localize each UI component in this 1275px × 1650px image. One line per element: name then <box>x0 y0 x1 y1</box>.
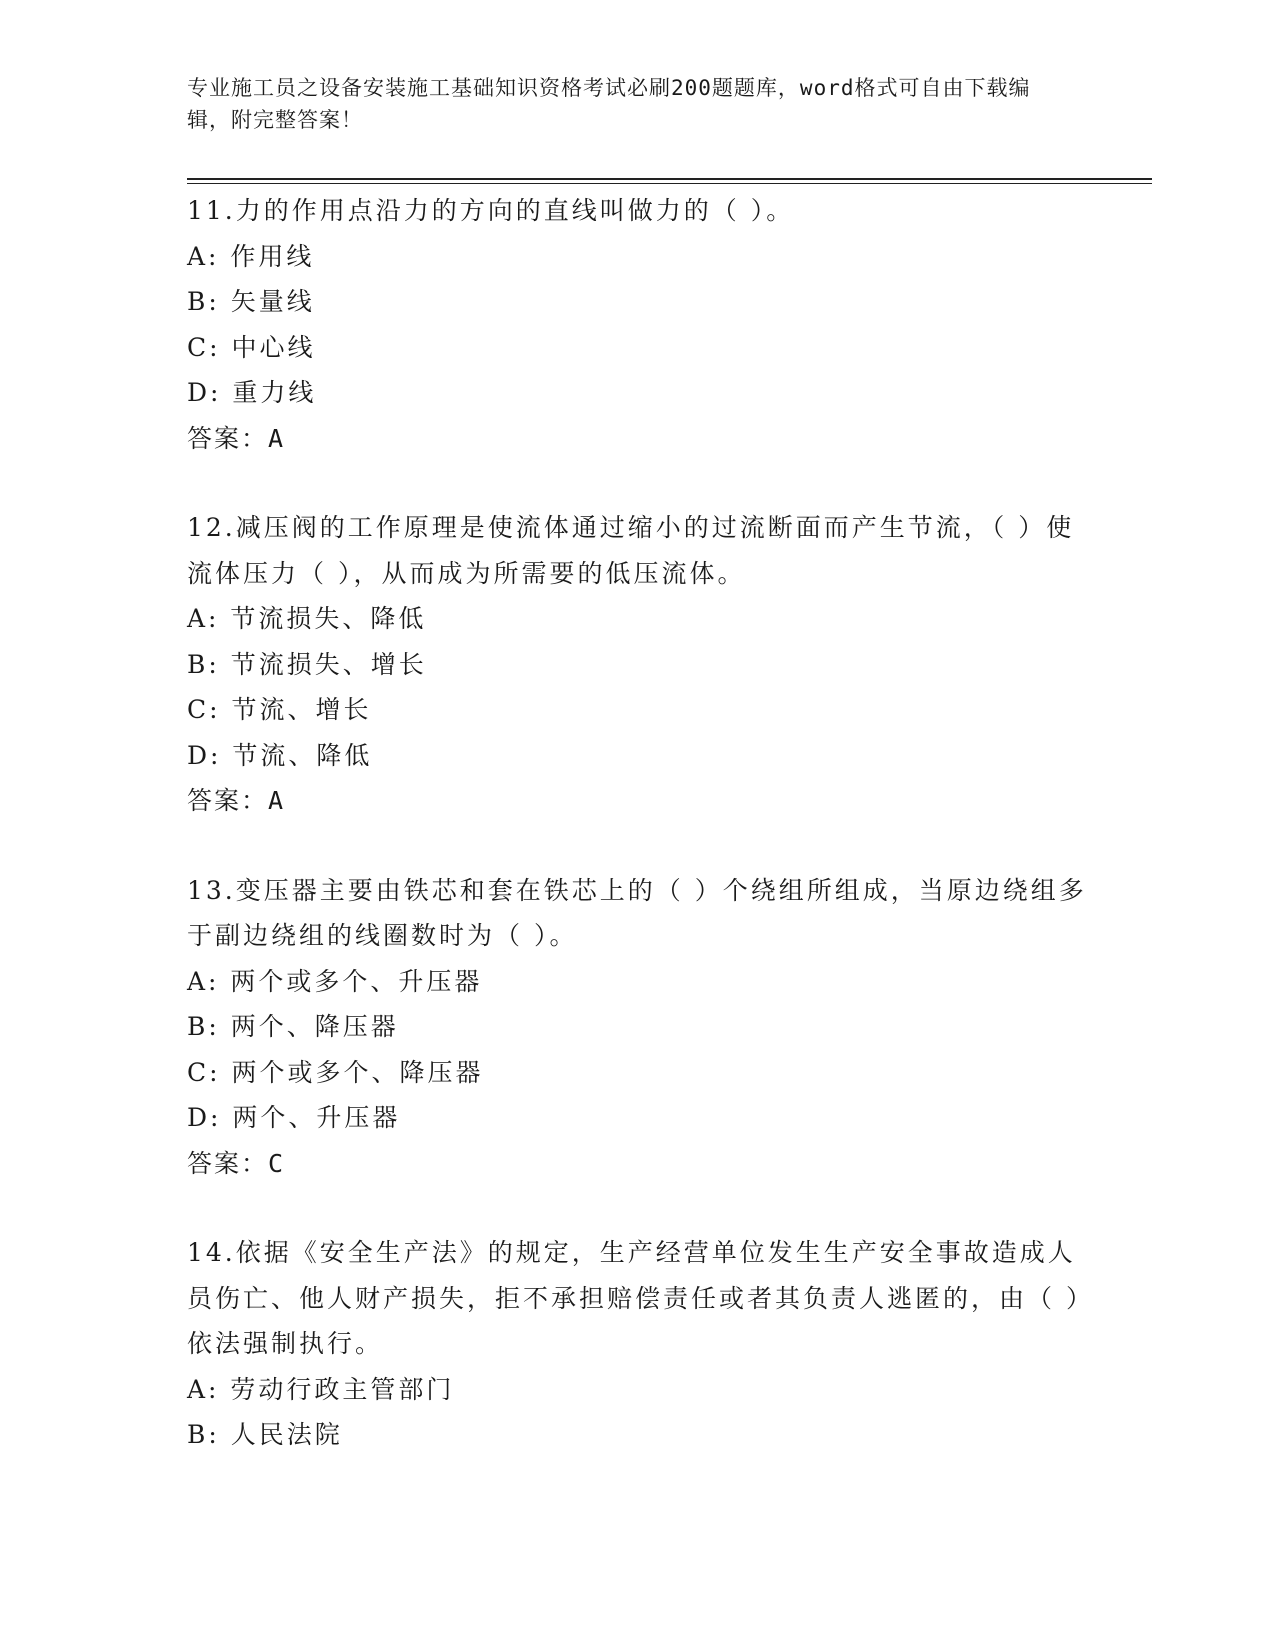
question-list <box>187 188 1087 1502</box>
option-d: D: 节流、降低 <box>187 740 373 770</box>
question-stem: 11.力的作用点沿力的方向的直线叫做力的（ ）。 <box>187 196 795 225</box>
answer-label: 答案： <box>187 423 269 453</box>
answer <box>187 778 1087 824</box>
answer <box>187 416 1087 462</box>
answer-value: A <box>268 423 286 453</box>
option-a: A: 节流损失、降低 <box>187 604 427 633</box>
answer <box>187 1141 1087 1187</box>
question-12 <box>187 505 1087 824</box>
option-a: A: 劳动行政主管部门 <box>187 1374 455 1404</box>
question-stem: 12.减压阀的工作原理是使流体通过缩小的过流断面而产生节流，（ ）使流体压力（ ），从而成为所需要的低压流体。 <box>187 513 1075 588</box>
option-c: C: 节流、增长 <box>187 695 372 724</box>
option-a: A: 作用线 <box>187 241 315 271</box>
option-b: B: 矢量线 <box>187 287 315 316</box>
option-d: D: 重力线 <box>187 378 317 407</box>
option-b: B: 人民法院 <box>187 1420 343 1449</box>
question-stem: 14.依据《安全生产法》的规定，生产经营单位发生生产安全事故造成人员伤亡、他人财产损失，拒不承担赔偿责任或者其负责人逃匿的，由（ ）依法强制执行。 <box>187 1238 1082 1358</box>
question-14 <box>187 1230 1087 1458</box>
option-c: C: 两个或多个、降压器 <box>187 1057 484 1087</box>
answer-value: C <box>268 1148 286 1178</box>
question-13 <box>187 868 1087 1187</box>
question-stem: 13.变压器主要由铁芯和套在铁芯上的（ ）个绕组所组成，当原边绕组多于副边绕组的线圈数时为（ ）。 <box>187 875 1087 950</box>
answer-value: A <box>268 786 286 815</box>
option-c: C: 中心线 <box>187 332 316 362</box>
option-d: D: 两个、升压器 <box>187 1103 401 1132</box>
header-divider-thick <box>187 178 1152 180</box>
question-11 <box>187 188 1087 461</box>
option-b: B: 节流损失、增长 <box>187 649 427 679</box>
answer-label: 答案： <box>187 786 269 815</box>
option-a: A: 两个或多个、升压器 <box>187 966 483 996</box>
answer-label: 答案： <box>187 1148 269 1178</box>
option-b: B: 两个、降压器 <box>187 1012 399 1041</box>
document-header: 专业施工员之设备安装施工基础知识资格考试必刷200题题库，word格式可自由下载编辑，附完整答案！ <box>187 76 1031 132</box>
header-divider-thin <box>187 183 1152 184</box>
